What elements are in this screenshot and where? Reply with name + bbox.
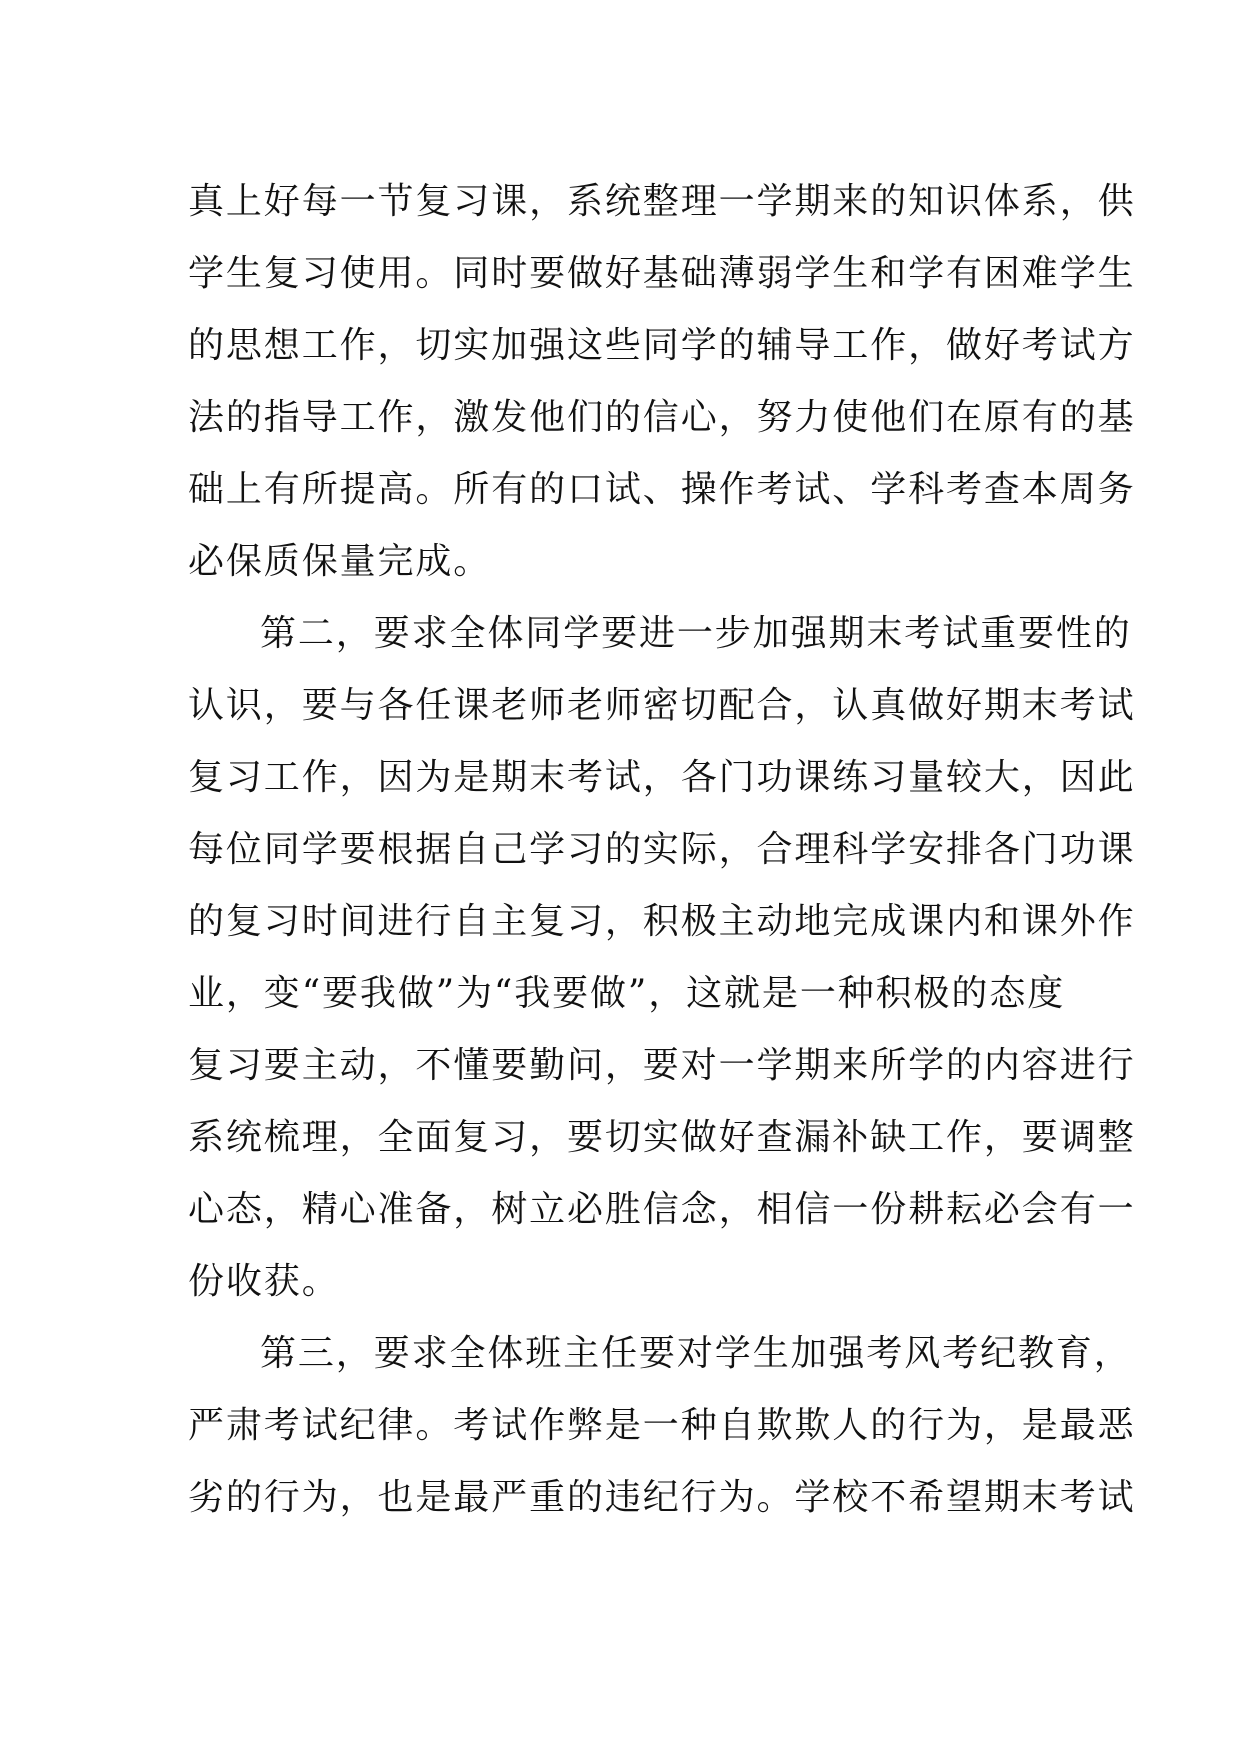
text-line: 必保质保量完成。 [188,541,492,582]
text-line: 复习工作，因为是期末考试，各门功课练习量较大，因此 [188,757,1136,798]
text-line: 严肃考试纪律。考试作弊是一种自欺欺人的行为，是最恶 [188,1405,1136,1446]
text-line: 础上有所提高。所有的口试、操作考试、学科考查本周务 [188,469,1136,510]
text-line: 真上好每一节复习课，系统整理一学期来的知识体系，供 [188,181,1136,222]
text-line: 认识，要与各任课老师老师密切配合，认真做好期末考试 [188,685,1136,726]
text-line: 心态，精心准备，树立必胜信念，相信一份耕耘必会有一 [188,1189,1136,1230]
text-line: 份收获。 [188,1261,340,1302]
text-line: 业，变“要我做”为“我要做”，这就是一种积极的态度 [188,973,1066,1014]
text-line: 系统梳理，全面复习，要切实做好查漏补缺工作，要调整 [188,1117,1136,1158]
text-line: 法的指导工作，激发他们的信心，努力使他们在原有的基 [188,397,1136,438]
text-line: 每位同学要根据自己学习的实际，合理科学安排各门功课 [188,829,1136,870]
document-body-text [188,166,1136,1534]
text-line: 学生复习使用。同时要做好基础薄弱学生和学有困难学生 [188,253,1136,294]
paragraph-start-line: 第二，要求全体同学要进一步加强期末考试重要性的 [260,613,1132,654]
text-line: 复习要主动，不懂要勤问，要对一学期来所学的内容进行 [188,1045,1136,1086]
text-line: 的复习时间进行自主复习，积极主动地完成课内和课外作 [188,901,1136,942]
text-line: 劣的行为，也是最严重的违纪行为。学校不希望期末考试 [188,1477,1136,1518]
paragraph-start-line: 第三，要求全体班主任要对学生加强考风考纪教育， [260,1333,1132,1374]
text-line: 的思想工作，切实加强这些同学的辅导工作，做好考试方 [188,325,1136,366]
